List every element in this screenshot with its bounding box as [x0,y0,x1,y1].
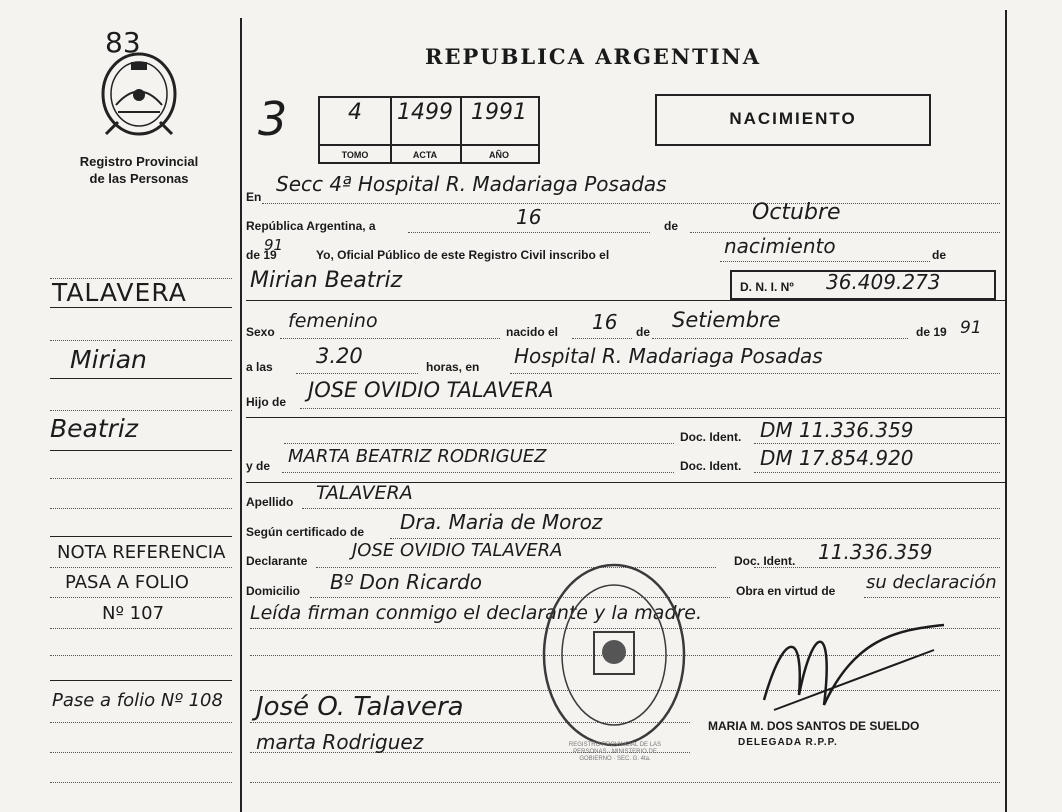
acta-label: ACTA [412,150,438,160]
value-certificado: Dra. Maria de Moroz [400,510,603,534]
value-nombre: Mirian Beatriz [250,268,403,293]
value-padre-doc: DM 11.336.359 [760,418,914,442]
value-madre: MARTA BEATRIZ RODRIGUEZ [288,446,547,467]
value-apellido: TALAVERA [316,482,413,504]
label-hijo-de: Hijo de [246,395,287,409]
value-lugar: Secc 4ª Hospital R. Madariaga Posadas [276,172,667,196]
margin-note-1: NOTA REFERENCIA [57,542,226,563]
record-type-box [655,94,931,146]
label-obra-en-virtud: Obra en virtud de [736,584,836,598]
value-obra-virtud: su declaración [866,572,997,593]
label-en: En [246,190,262,204]
official-title: DELEGADA R.P.P. [738,737,838,748]
value-dni-numero: 36.409.273 [826,270,941,294]
label-doc-ident-2: Doc. Ident. [680,459,742,473]
official-name: MARIA M. DOS SANTOS DE SUELDO [708,719,920,733]
value-domicilio: Bº Don Ricardo [330,570,483,594]
label-segun-certificado: Según certificado de [246,525,365,539]
anio-label: AÑO [489,150,509,160]
official-signature-icon [744,610,954,720]
margin-name-1: Mirian [70,345,147,374]
label-a-las: a las [246,360,273,374]
label-doc-ident-3: Doc. Ident. [734,554,796,568]
margin-mark: 3 [258,92,288,146]
label-de-2: de [932,248,947,262]
value-anio-acta: 91 [264,236,284,254]
label-domicilio: Domicilio [246,584,301,598]
right-edge [1005,10,1007,812]
label-declarante: Declarante [246,554,308,568]
label-de-year: de 19 [916,325,947,339]
margin-name-2: Beatriz [50,414,139,443]
country-title: REPUBLICA ARGENTINA [425,44,762,69]
tomo-label: TOMO [341,150,369,160]
provincial-seal-icon [98,50,180,138]
value-inscribe: nacimiento [724,234,836,258]
value-padre: JOSE OVIDIO TALAVERA [308,378,554,402]
label-republica: República Argentina, a [246,219,376,233]
margin-note-4: Pase a folio Nº 108 [52,690,223,711]
signature-madre: marta Rodriguez [256,730,424,754]
signature-declarante: José O. Talavera [256,692,464,722]
value-hora: 3.20 [316,344,363,368]
office-line-1: Registro Provincial [79,154,199,169]
record-type: NACIMIENTO [729,109,857,128]
label-sexo: Sexo [246,325,275,339]
value-anio-nac: 91 [960,318,982,338]
value-mes-acta: Octubre [752,200,841,225]
value-declarante-doc: 11.336.359 [818,540,933,564]
office-line-2: de las Personas [89,171,189,186]
value-madre-doc: DM 17.854.920 [760,446,914,470]
page-number: 83 [105,26,141,59]
anio-value: 1991 [471,100,527,125]
margin-surname: TALAVERA [52,278,187,307]
label-de-1: de [664,219,679,233]
record-id-box [318,96,540,164]
stamp-text: REGISTRO PROVINCIAL DE LAS PERSONAS · MINISTERIO DE GOBIERNO · SEC. G. 4ta. [568,742,662,762]
value-sexo: femenino [288,310,378,332]
value-lugar-nac: Hospital R. Madariaga Posadas [514,344,823,368]
tomo-value: 4 [348,100,362,125]
label-apellido: Apellido [246,495,294,509]
acta-value: 1499 [397,100,453,125]
label-de-month: de [636,325,651,339]
label-nacido-el: nacido el [506,325,559,339]
value-declarante: JOSE OVIDIO TALAVERA [352,540,563,561]
office-name [64,153,214,187]
label-yo-oficial: Yo, Oficial Público de este Registro Civil inscribo el [316,248,610,262]
left-column-divider [240,18,242,812]
value-dia-nac: 16 [592,310,618,334]
label-horas-en: horas, en [426,360,480,374]
label-dni: D. N. I. Nº [740,280,794,294]
value-observacion: Leída firman conmigo el declarante y la madre. [250,602,703,624]
label-de19: de 19 [246,248,277,262]
label-doc-ident-1: Doc. Ident. [680,430,742,444]
label-y-de: y de [246,459,271,473]
margin-note-2: PASA A FOLIO [65,572,189,593]
official-stamp-icon [538,560,690,750]
value-mes-nac: Setiembre [672,308,781,332]
value-dia-acta: 16 [516,205,542,229]
margin-note-3: Nº 107 [102,603,165,624]
